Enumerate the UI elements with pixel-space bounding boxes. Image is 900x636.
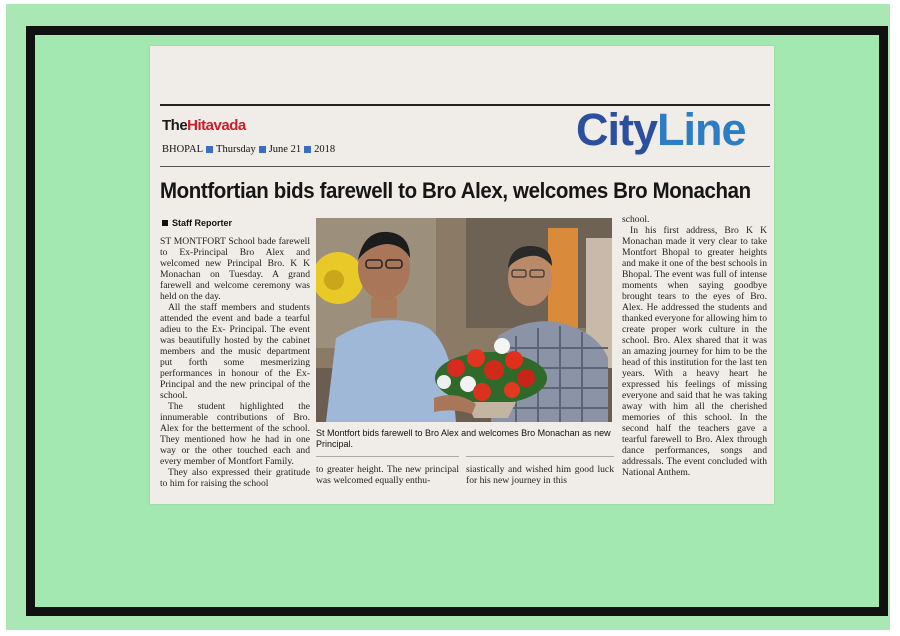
masthead-hitavada: Hitavada xyxy=(187,117,246,134)
masthead-logo xyxy=(162,117,246,134)
section-title-city: City xyxy=(576,104,658,155)
news-photo xyxy=(316,218,612,422)
paragraph: siastically and wished him good luck for his new journey in this xyxy=(466,464,614,486)
paragraph: to greater height. The new principal was welcomed equally enthu- xyxy=(316,464,459,486)
square-bullet-icon xyxy=(206,146,213,153)
article-column-2 xyxy=(316,464,459,486)
paragraph: ST MONTFORT School bade farewell to Ex-Principal Bro Alex and welcomed new Principal Bro. K K Monachan on Tuesday. A grand farewell and welcome ceremony was held on the day. xyxy=(160,236,310,302)
paragraph: In his first address, Bro K K Monachan made it very clear to take Montfort Bhopal to greater heights and make it one of the best schools in Bhopal. The event was full of intense moments when saying goodbye brought tears to the eyes of Bro. Alex. He addressed the students and thanked everyone for allowing him to create proper work culture in the school. Bro. Alex shared that it was an amazing journey for him to be the head of this institution for the last ten years. With a heavy heart he expressed his feelings of missing everyone and said that he was taking away with him all the cherished memories of this school. In the second half the teachers gave a tearful farewell to Bro. Alex through dance performances, songs and addressals. The event concluded with National Anthem. xyxy=(622,225,767,478)
dateline xyxy=(162,144,335,155)
photo-illustration xyxy=(316,218,612,422)
article-column-4 xyxy=(622,214,767,478)
square-bullet-icon xyxy=(304,146,311,153)
dateline-city: BHOPAL xyxy=(162,144,204,155)
dateline-year: 2018 xyxy=(314,144,336,155)
column-divider xyxy=(466,456,614,457)
byline-text: Staff Reporter xyxy=(172,218,233,228)
newspaper-clipping xyxy=(150,46,774,504)
article-column-1 xyxy=(160,236,310,489)
header-rule-lower xyxy=(160,166,770,167)
paragraph: All the staff members and students attended the event and bade a tearful adieu to the Ex- Principal. The event was beautifully hosted by the cabinet members and the music department put forth some mesmerizing performances in honour of the Ex-Principal and the new principal of the school. xyxy=(160,302,310,401)
section-title xyxy=(576,104,746,156)
square-bullet-icon xyxy=(162,220,168,226)
dateline-day: Thursday xyxy=(216,144,256,155)
masthead-the: The xyxy=(162,117,188,134)
byline xyxy=(162,218,232,228)
article-column-3 xyxy=(466,464,614,486)
paragraph: The student highlighted the innumerable contributions of Bro. Alex for the betterment of the school. They mentioned how he had in one way or the other touched each and every member of Montfort Family. xyxy=(160,401,310,467)
column-divider xyxy=(316,456,459,457)
section-title-line: Line xyxy=(657,104,746,155)
paragraph: school. xyxy=(622,214,650,225)
dateline-date: June 21 xyxy=(268,144,302,155)
square-bullet-icon xyxy=(259,146,266,153)
paragraph: They also expressed their gratitude to him for raising the school xyxy=(160,467,310,489)
photo-caption: St Montfort bids farewell to Bro Alex and welcomes Bro Monachan as new Principal. xyxy=(316,428,611,449)
headline: Montfortian bids farewell to Bro Alex, welcomes Bro Monachan xyxy=(160,178,751,203)
